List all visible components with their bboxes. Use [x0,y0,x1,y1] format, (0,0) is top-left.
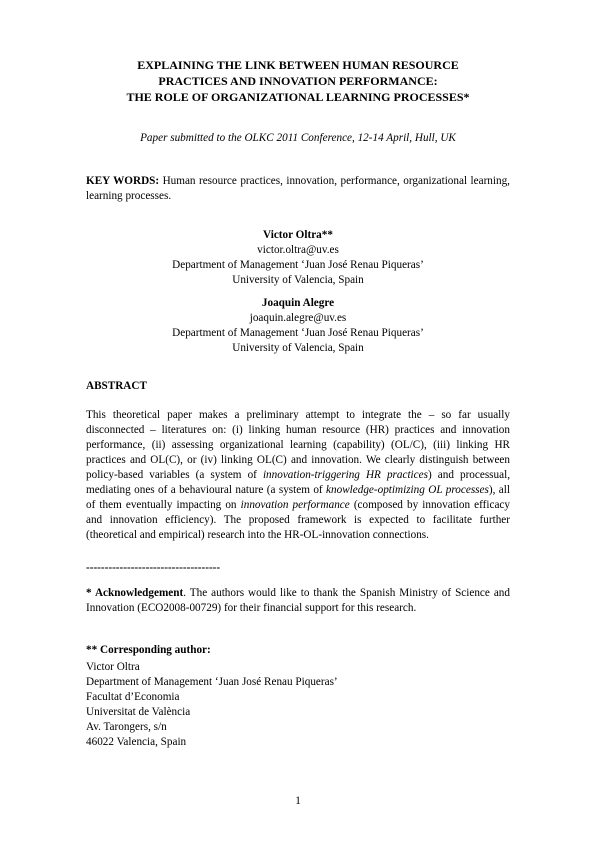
abstract-body [86,408,510,543]
address-line: Department of Management ‘Juan José Renau Piqueras’ [86,676,338,688]
keywords [86,174,510,204]
paper-subtitle: Paper submitted to the OLKC 2011 Conference, 12-14 April, Hull, UK [140,132,456,144]
author-block [86,296,510,356]
abstract-emphasis: innovation performance [240,499,350,511]
author-block [86,228,510,288]
abstract-emphasis: innovation-triggering HR practices [262,469,428,481]
acknowledgement-text: . The authors would like to thank the Spanish Ministry of Science and Innovation (ECO2008-00729) for their financial support for this research. [86,587,510,614]
address-line: Av. Tarongers, s/n [86,721,167,733]
acknowledgement [86,586,510,616]
author-name: Victor Oltra** [263,229,333,241]
author-name: Joaquin Alegre [261,297,335,309]
address-line: Facultat d’Economia [86,691,180,703]
abstract-text: (composed by innovation efficacy and innovation efficiency). The proposed framework is expected to facilitate further (theoretical and empirical) research into the HR-OL-innovation connections. [86,499,510,541]
title-line: PRACTICES AND INNOVATION PERFORMANCE: [158,74,438,88]
acknowledgement-label: * Acknowledgement [86,587,184,599]
corresponding-heading: ** Corresponding author: [86,644,211,656]
abstract-text: ) and processual, mediating ones of a behavioural nature (a system of [86,469,510,496]
keywords-label: KEY WORDS: [86,175,160,187]
author-department: Department of Management ‘Juan José Renau Piqueras’ [172,259,424,271]
title-line: EXPLAINING THE LINK BETWEEN HUMAN RESOURCE [137,58,459,72]
title-line: THE ROLE OF ORGANIZATIONAL LEARNING PROCESSES* [126,90,470,104]
author-university: University of Valencia, Spain [232,274,364,286]
address-line: Universitat de València [86,706,191,718]
paper-title [86,57,510,105]
author-university: University of Valencia, Spain [232,342,364,354]
author-department: Department of Management ‘Juan José Renau Piqueras’ [172,327,424,339]
address-line: 46022 Valencia, Spain [86,736,187,748]
address-line: Victor Oltra [86,661,140,673]
abstract-text: ), all of them eventually impacting on [86,484,510,511]
abstract-emphasis: knowledge-optimizing OL processes [326,484,489,496]
footnote-separator: ------------------------------------ [86,562,221,574]
author-email: joaquin.alegre@uv.es [249,312,347,324]
author-email: victor.oltra@uv.es [257,244,339,256]
page-number: 1 [295,795,301,807]
abstract-text: This theoretical paper makes a preliminary attempt to integrate the – so far usually disconnected – literatures on: (i) linking human resource (HR) practices and innovation performance, (ii) assessing organizational learning (capability) (OL/C), (iii) linking HR practices and OL(C), or (iv) linking OL(C) and innovation. We clearly distinguish between policy-based variables (a system of [86,409,510,481]
abstract-heading: ABSTRACT [86,380,147,392]
keywords-text: Human resource practices, innovation, performance, organizational learning, learning processes. [86,175,510,202]
corresponding-address [86,660,510,750]
